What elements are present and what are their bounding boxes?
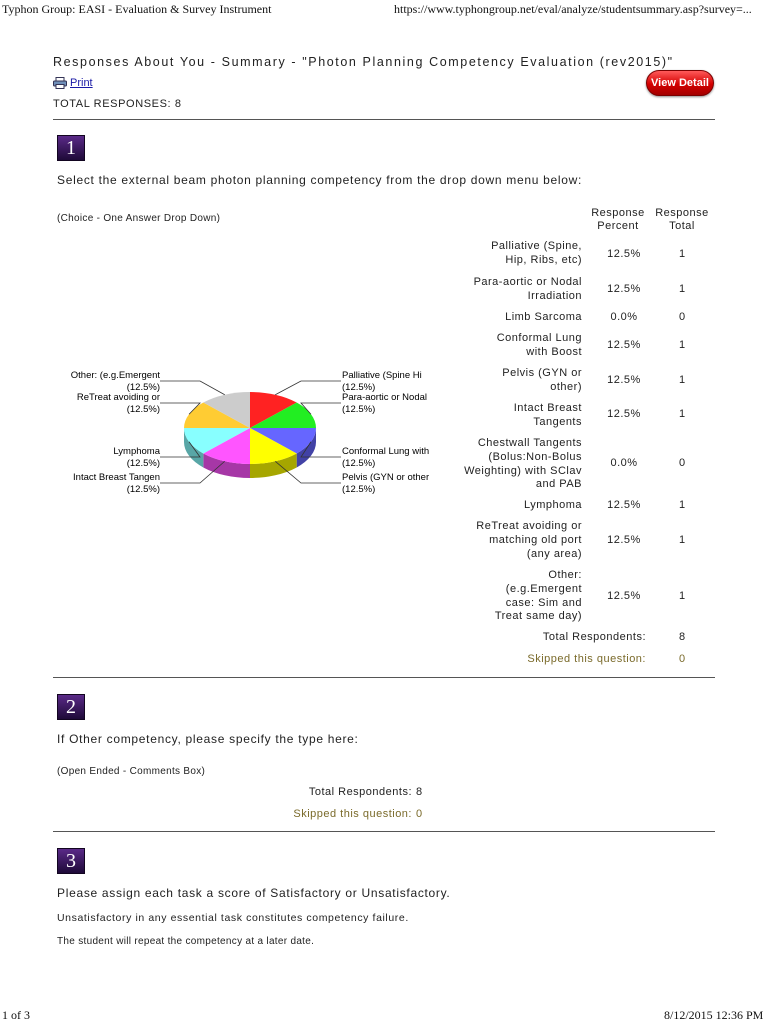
pie-leader-line xyxy=(160,381,225,395)
pie-slice-value: (12.5%) xyxy=(342,458,376,469)
pie-slice-label: Pelvis (GYN or other xyxy=(342,472,430,483)
total-respondents-value: 8 xyxy=(416,786,423,798)
response-label: Other: (e.g.Emergent case: Sim and Treat same day) xyxy=(494,569,582,623)
question-type: (Choice - One Answer Drop Down) xyxy=(57,213,221,224)
column-header-total xyxy=(652,207,712,233)
response-percent: 12.5% xyxy=(607,283,641,295)
print-link[interactable] xyxy=(53,77,93,89)
skipped-value: 0 xyxy=(678,653,686,665)
question-text: Select the external beam photon planning competency from the drop down menu below: xyxy=(57,173,583,187)
response-percent: 12.5% xyxy=(607,408,641,420)
pie-slice-value: (12.5%) xyxy=(342,382,376,393)
question-number-badge: 3 xyxy=(57,848,85,874)
response-total: 1 xyxy=(678,339,686,351)
total-respondents-label: Total Respondents: xyxy=(308,786,412,798)
response-label: Pelvis (GYN or other) xyxy=(502,367,582,393)
browser-url[interactable]: https://www.typhongroup.net/eval/analyze/studentsummary.asp?survey=... xyxy=(394,2,752,16)
column-header-percent xyxy=(588,207,648,233)
question-text: If Other competency, please specify the type here: xyxy=(57,732,359,746)
pie-slice-value: (12.5%) xyxy=(126,404,160,415)
page-count: 1 of 3 xyxy=(2,1008,30,1022)
skipped-label: Skipped this question: xyxy=(527,653,646,665)
response-label: Conformal Lung with Boost xyxy=(496,332,582,358)
response-total: 1 xyxy=(678,534,686,546)
pie-slice-label: Other: (e.g.Emergent xyxy=(70,370,160,381)
question-number-badge: 2 xyxy=(57,694,85,720)
column-header-total-line2: Total xyxy=(669,220,695,232)
response-percent: 0.0% xyxy=(610,457,638,469)
total-responses: TOTAL RESPONSES: 8 xyxy=(53,98,182,110)
pie-slice-label: ReTreat avoiding or xyxy=(76,392,160,403)
browser-title: Typhon Group: EASI - Evaluation & Survey Instrument xyxy=(2,2,272,16)
skipped-label: Skipped this question: xyxy=(293,808,412,820)
column-header-total-line1: Response xyxy=(655,207,709,219)
response-total: 0 xyxy=(678,457,686,469)
question-number-badge: 1 xyxy=(57,135,85,161)
response-total: 1 xyxy=(678,499,686,511)
pie-leader-line xyxy=(275,381,341,395)
response-label: Chestwall Tangents (Bolus:Non-Bolus Weighting) with SClav and PAB xyxy=(464,437,582,491)
response-percent: 12.5% xyxy=(607,374,641,386)
response-percent: 12.5% xyxy=(607,248,641,260)
response-total: 1 xyxy=(678,248,686,260)
response-label: Lymphoma xyxy=(523,499,582,511)
question-note: Unsatisfactory in any essential task constitutes competency failure. xyxy=(57,912,409,924)
print-label[interactable]: Print xyxy=(70,77,93,89)
pie-slice-value: (12.5%) xyxy=(342,484,376,495)
pie-slice-value: (12.5%) xyxy=(342,404,376,415)
response-label: Para-aortic or Nodal Irradiation xyxy=(473,276,582,302)
skipped-value: 0 xyxy=(416,808,423,820)
pie-chart xyxy=(0,360,470,500)
divider xyxy=(53,831,715,832)
pie-slice-label: Conformal Lung with xyxy=(342,446,430,457)
pie-slice-label: Intact Breast Tangen xyxy=(73,472,160,483)
pie-slice-value: (12.5%) xyxy=(126,484,160,495)
response-total: 1 xyxy=(678,374,686,386)
column-header-percent-line1: Response xyxy=(591,207,645,219)
print-datetime: 8/12/2015 12:36 PM xyxy=(664,1008,764,1022)
page-title: Responses About You - Summary - "Photon Planning Competency Evaluation (rev2015)" xyxy=(53,55,674,69)
printer-icon xyxy=(53,77,67,89)
pie-slice-value: (12.5%) xyxy=(126,458,160,469)
response-total: 1 xyxy=(678,408,686,420)
response-percent: 12.5% xyxy=(607,590,641,602)
response-total: 1 xyxy=(678,283,686,295)
question-note: The student will repeat the competency at a later date. xyxy=(57,936,315,947)
question-text: Please assign each task a score of Satisfactory or Unsatisfactory. xyxy=(57,886,451,900)
pie-slice-label: Para-aortic or Nodal xyxy=(342,392,428,403)
response-label: Limb Sarcoma xyxy=(505,311,582,323)
total-respondents-value: 8 xyxy=(678,631,686,643)
question-type: (Open Ended - Comments Box) xyxy=(57,766,206,777)
response-percent: 12.5% xyxy=(607,534,641,546)
response-percent: 12.5% xyxy=(607,499,641,511)
response-total: 1 xyxy=(678,590,686,602)
column-header-percent-line2: Percent xyxy=(597,220,639,232)
response-percent: 0.0% xyxy=(610,311,638,323)
response-total: 0 xyxy=(678,311,686,323)
view-detail-button[interactable]: View Detail xyxy=(646,70,714,96)
response-percent: 12.5% xyxy=(607,339,641,351)
response-label: Palliative (Spine, Hip, Ribs, etc) xyxy=(491,240,582,266)
response-label: Intact Breast Tangents xyxy=(513,402,582,428)
divider xyxy=(53,677,715,678)
pie-slice-value: (12.5%) xyxy=(126,382,160,393)
divider xyxy=(53,119,715,120)
total-respondents-label: Total Respondents: xyxy=(542,631,646,643)
pie-slice-label: Lymphoma xyxy=(113,446,160,457)
response-label: ReTreat avoiding or matching old port (any area) xyxy=(476,520,582,560)
pie-slice-label: Palliative (Spine Hi xyxy=(342,370,422,381)
